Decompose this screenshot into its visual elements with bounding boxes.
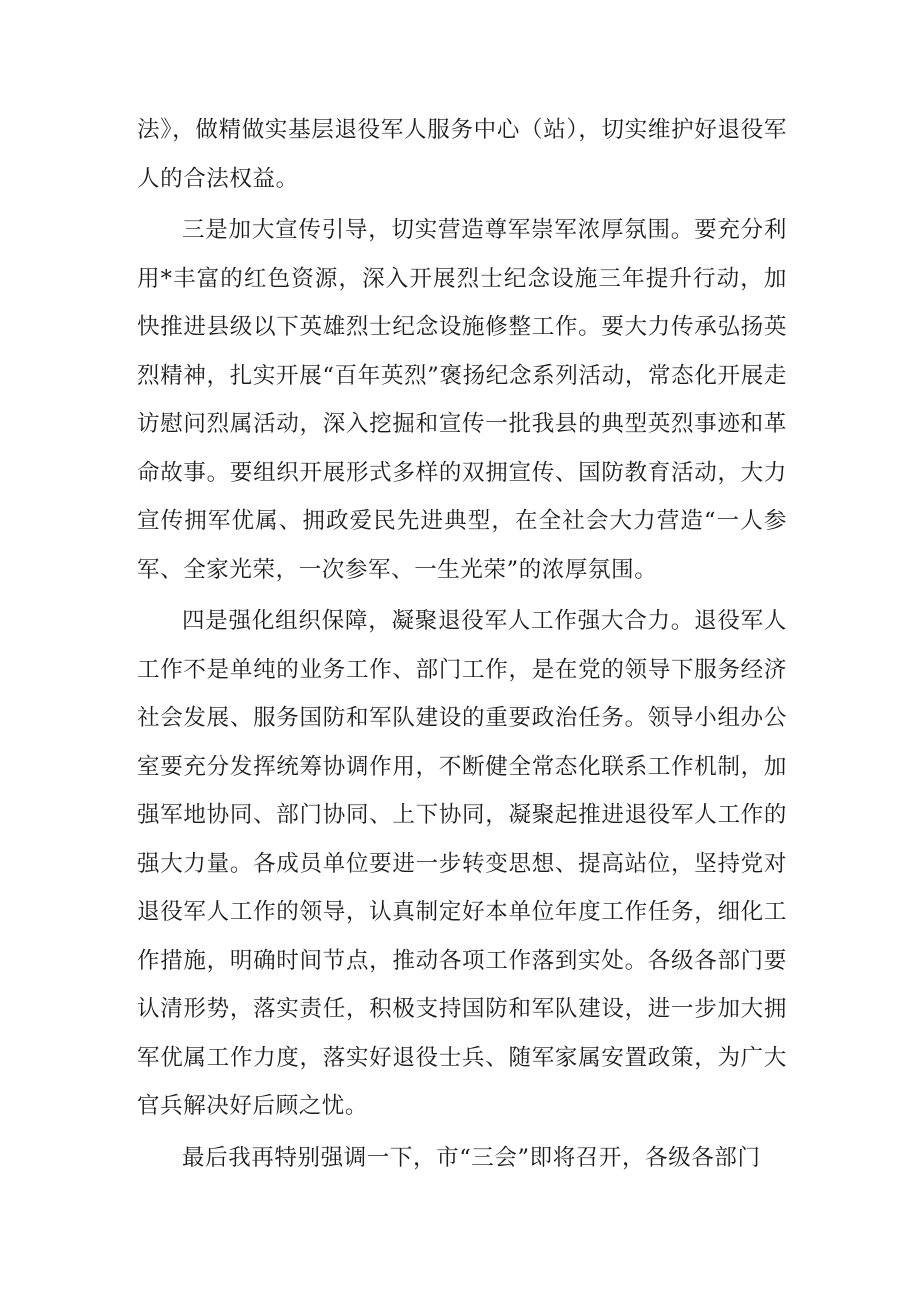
paragraph-point-three: 三是加大宣传引导，切实营造尊军崇军浓厚氛围。要充分利用*丰富的红色资源，深入开展烈士纪念设施三年提升行动，加快推进县级以下英雄烈士纪念设施修整工作。要大力传承弘扬英烈精神，扎实开展“百年英烈”褒扬纪念系列活动，常态化开展走访慰问烈属活动，深入挖掘和宣传一批我县的典型英烈事迹和革命故事。要组织开展形式多样的双拥宣传、国防教育活动，大力宣传拥军优属、拥政爱民先进典型，在全社会大力营造“一人参军、全家光荣，一次参军、一生光荣”的浓厚氛围。 <box>137 217 787 583</box>
paragraph-point-four: 四是强化组织保障，凝聚退役军人工作强大合力。退役军人工作不是单纯的业务工作、部门工作，是在党的领导下服务经济社会发展、服务国防和军队建设的重要政治任务。领导小组办公室要充分发挥统筹协调作用，不断健全常态化联系工作机制，加强军地协同、部门协同、上下协同，凝聚起推进退役军人工作的强大力量。各成员单位要进一步转变思想、提高站位，坚持党对退役军人工作的领导，认真制定好本单位年度工作任务，细化工作措施，明确时间节点，推动各项工作落到实处。各级各部门要认清形势，落实责任，积极支持国防和军队建设，进一步加大拥军优属工作力度，落实好退役士兵、随军家属安置政策，为广大官兵解决好后顾之忧。 <box>137 608 787 1119</box>
paragraph-continuation: 法》，做精做实基层退役军人服务中心（站），切实维护好退役军人的合法权益。 <box>137 117 787 192</box>
paragraph-closing: 最后我再特别强调一下，市“三会”即将召开，各级各部门 <box>182 1144 761 1171</box>
document-body <box>137 106 787 1182</box>
